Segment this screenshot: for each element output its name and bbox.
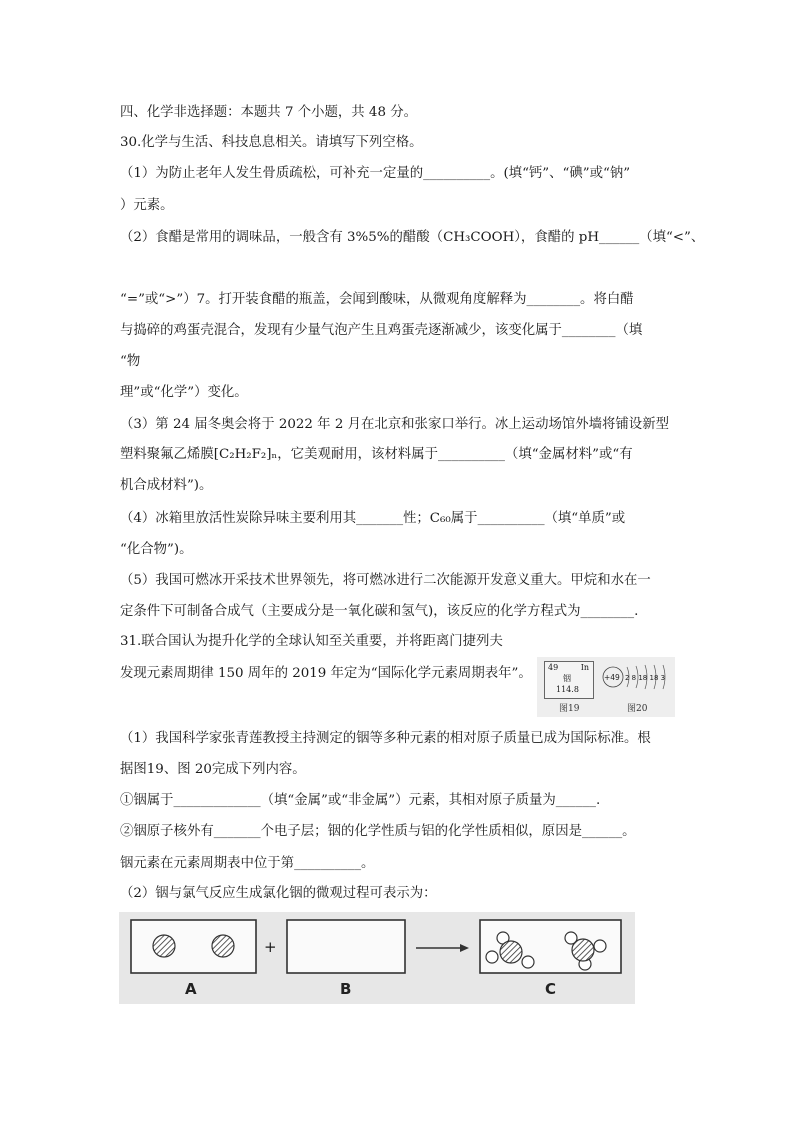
label-a: A (185, 980, 197, 998)
q30-part4-line1: （4）冰箱里放活性炭除异味主要利用其_______性；C₆₀属于__________（填“单质”或 (120, 511, 626, 526)
periodic-table-cell-indium (544, 661, 594, 699)
q30-part3-line2: 塑料聚氟乙烯膜[C₂H₂F₂]ₙ，它美观耐用，该材料属于__________（填“金属材料”或“有 (120, 447, 633, 462)
question-31-stem-line2: 发现元素周期律 150 周年的 2019 年定为“国际化学元素周期表年”。 (120, 666, 532, 681)
label-b: B (340, 980, 352, 998)
q30-part2-line5: 理”或“化学”）变化。 (120, 385, 248, 400)
reaction-scheme-figure (119, 912, 635, 1004)
shell-electrons: 2 8 18 18 3 (625, 674, 666, 682)
question-30-stem: 30.化学与生活、科技息息相关。请填写下列空格。 (120, 135, 423, 150)
q31-part1-line2: 据图19、图 20完成下列内容。 (120, 762, 306, 777)
indium-atom (212, 935, 234, 957)
shell-arcs-icon (601, 661, 673, 697)
q30-part2-line1: （2）食醋是常用的调味品，一般含有 3%5%的醋酸（CH₃COOH），食醋的 pH______（填“<”、 (120, 230, 705, 245)
q31-sub1: ①铟属于_____________（填“金属”或“非金属”）元素，其相对原子质量为______. (120, 793, 601, 808)
section-heading: 四、化学非选择题：本题共 7 个小题，共 48 分。 (120, 105, 418, 120)
q31-sub2-line2: 铟元素在元素周期表中位于第__________。 (120, 856, 375, 871)
q31-sub2: ②铟原子核外有_______个电子层；铟的化学性质与铝的化学性质相似，原因是______。 (120, 824, 636, 839)
atomic-structure-diagram (601, 661, 673, 697)
element-symbol: In (580, 663, 589, 672)
q30-part2-line4: “物 (120, 354, 141, 369)
label-c: C (545, 980, 557, 998)
q30-part1-line1: （1）为防止老年人发生骨质疏松，可补充一定量的__________。(填“钙”、“碘”或“钠” (120, 166, 631, 181)
q30-part5-line2: 定条件下可制备合成气（主要成分是一氧化碳和氢气)，该反应的化学方程式为________. (120, 604, 639, 619)
plus-sign: + (264, 938, 277, 956)
q30-part5-line1: （5）我国可燃冰开采技术世界领先，将可燃冰进行二次能源开发意义重大。甲烷和水在一 (120, 573, 651, 588)
box-b (287, 920, 405, 973)
q30-part3-line3: 机合成材料”)。 (120, 478, 213, 493)
figure-20-caption: 图20 (627, 704, 648, 714)
question-31-stem-line1: 31.联合国认为提升化学的全球认知至关重要，并将距离门捷列夫 (120, 634, 503, 649)
figure-19-caption: 图19 (559, 704, 580, 714)
indium-figures (537, 657, 675, 717)
indium-atom (153, 935, 175, 957)
q30-part2-line2: “=”或“>”）7。打开装食醋的瓶盖，会闻到酸味，从微观角度解释为________。将白醋 (120, 292, 634, 307)
q30-part4-line2: “化合物”)。 (120, 542, 193, 557)
q31-part2-line1: （2）铟与氯气反应生成氯化铟的微观过程可表示为： (120, 886, 437, 901)
nucleus-charge: +49 (604, 673, 620, 682)
q30-part2-line3: 与捣碎的鸡蛋壳混合，发现有少量气泡产生且鸡蛋壳逐渐减少，该变化属于________（填 (120, 323, 643, 338)
box-a (131, 920, 256, 973)
element-name: 铟 (563, 674, 571, 683)
q30-part1-line2: ）元素。 (120, 198, 174, 213)
q30-part3-line1: （3）第 24 届冬奥会将于 2022 年 2 月在北京和张家口举行。冰上运动场馆外墙将铺设新型 (120, 417, 669, 432)
atomic-number: 49 (548, 663, 559, 672)
atomic-mass: 114.8 (556, 685, 579, 694)
arrow-head-icon (460, 944, 469, 952)
q31-part1-line1: （1）我国科学家张青莲教授主持测定的铟等多种元素的相对原子质量已成为国际标准。根 (120, 731, 651, 746)
